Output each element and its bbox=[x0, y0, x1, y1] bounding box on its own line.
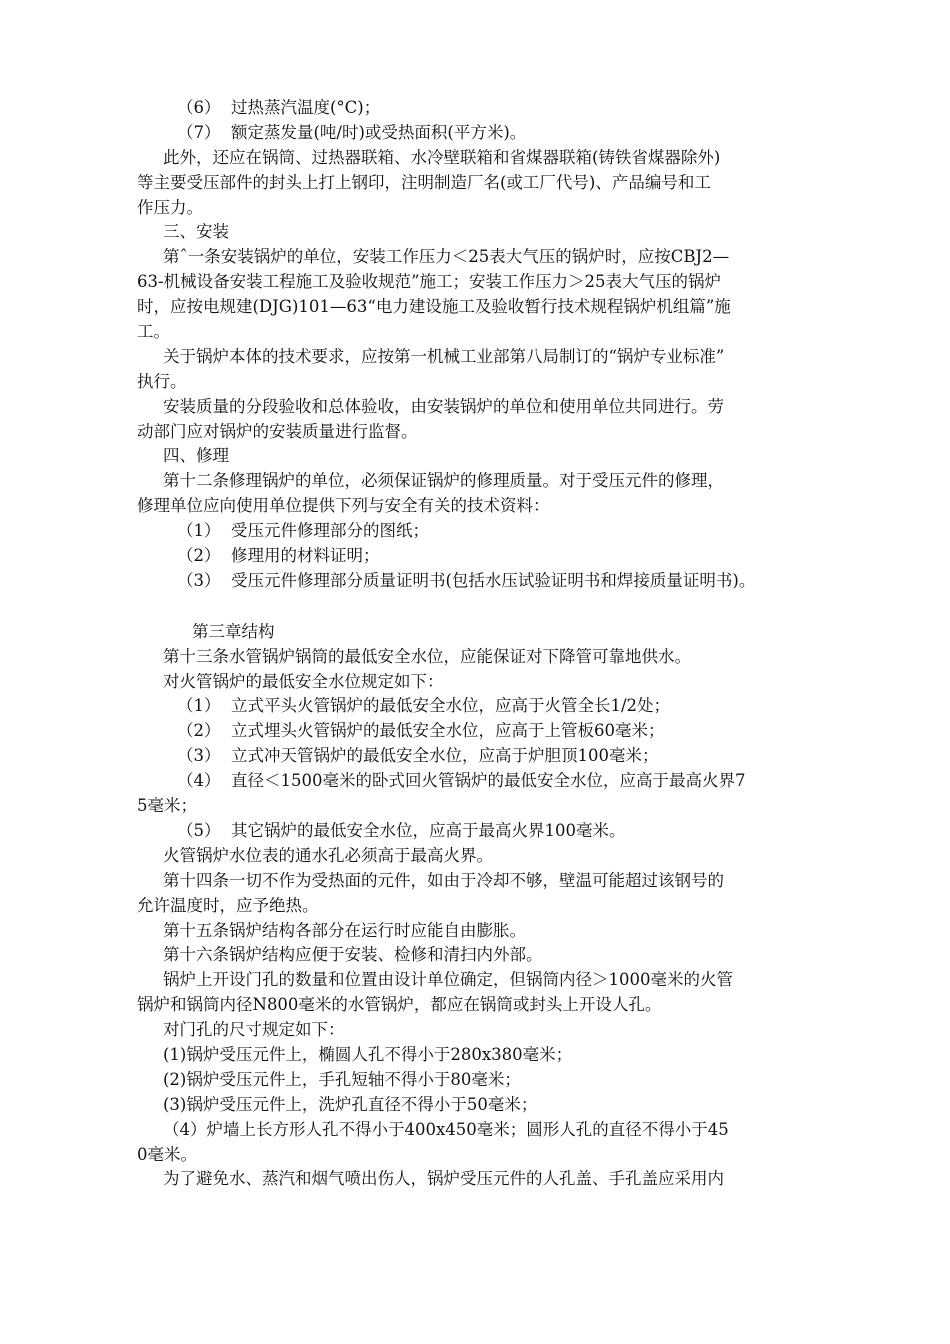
paragraph-line: 63-机械设备安装工程施工及验收规范”施工；安装工作压力＞25表大气压的锅炉 bbox=[137, 272, 722, 292]
paragraph-line: 工。 bbox=[137, 322, 170, 342]
paragraph-line: 安装质量的分段验收和总体验收，由安装锅炉的单位和使用单位共同进行。劳 bbox=[163, 396, 724, 416]
paragraph-line: 锅炉和锅筒内径N800毫米的水管锅炉，都应在锅筒或封头上开设人孔。 bbox=[137, 995, 662, 1015]
paragraph-line: 关于锅炉本体的技术要求，应按第一机械工业部第八局制订的“锅炉专业标准” bbox=[163, 346, 725, 366]
paragraph-line: 第十二条修理锅炉的单位，必须保证锅炉的修理质量。对于受压元件的修理， bbox=[163, 471, 724, 491]
paragraph-line: 动部门应对锅炉的安装质量进行监督。 bbox=[137, 421, 418, 441]
paragraph-line: 允许温度时，应予绝热。 bbox=[137, 895, 319, 915]
paragraph-line: 执行。 bbox=[137, 371, 187, 391]
document-body bbox=[137, 96, 827, 1192]
list-item: (1)锅炉受压元件上，椭圆人孔不得小于280x380毫米； bbox=[163, 1044, 573, 1064]
paragraph-line: 第十五条锅炉结构各部分在运行时应能自由膨胀。 bbox=[163, 920, 526, 940]
paragraph-line: 第ˆ一条安装锅炉的单位，安装工作压力＜25表大气压的锅炉时，应按CBJ2— bbox=[163, 247, 730, 267]
list-item: (3)锅炉受压元件上，洗炉孔直径不得小于50毫米； bbox=[163, 1094, 538, 1114]
paragraph-line: 等主要受压部件的封头上打上钢印，注明制造厂名(或工厂代号)、产品编号和工 bbox=[137, 172, 711, 192]
paragraph-line: 作压力。 bbox=[137, 197, 203, 217]
paragraph-line: 0毫米。 bbox=[137, 1144, 197, 1164]
paragraph-line: 对门孔的尺寸规定如下： bbox=[163, 1020, 345, 1040]
paragraph-line: 对火管锅炉的最低安全水位规定如下： bbox=[163, 671, 444, 691]
spacer bbox=[137, 594, 827, 620]
list-item: （3） 立式冲天管锅炉的最低安全水位，应高于炉胆顶100毫米； bbox=[177, 746, 659, 766]
paragraph-line: 修理单位应向使用单位提供下列与安全有关的技术资料： bbox=[137, 496, 550, 516]
chapter-heading: 第三章结构 bbox=[192, 621, 275, 641]
paragraph-line: 时，应按电规建(DJG)101—63“电力建设施工及验收暂行技术规程锅炉机组篇”施 bbox=[137, 297, 731, 317]
list-item: （1） 立式平头火管锅炉的最低安全水位，应高于火管全长1/2处； bbox=[177, 696, 671, 716]
list-item: （3） 受压元件修理部分质量证明书(包括水压试验证明书和焊接质量证明书)。 bbox=[177, 570, 756, 590]
list-item: （6） 过热蒸汽温度(°C)； bbox=[177, 98, 381, 117]
paragraph-line: 锅炉上开设门孔的数量和位置由设计单位确定，但锅筒内径＞1000毫米的火管 bbox=[163, 970, 733, 990]
paragraph-line: 此外，还应在锅筒、过热器联箱、水冷壁联箱和省煤器联箱(铸铁省煤器除外) bbox=[163, 147, 721, 167]
section-heading: 四、修理 bbox=[163, 446, 229, 466]
list-item: （4） 直径＜1500毫米的卧式回火管锅炉的最低安全水位，应高于最高火界7 bbox=[177, 771, 746, 791]
paragraph-line: 第十六条锅炉结构应便于安装、检修和清扫内外部。 bbox=[163, 945, 543, 965]
paragraph-line: 火管锅炉水位表的通水孔必须高于最高火界。 bbox=[163, 845, 493, 865]
list-item: （1） 受压元件修理部分的图纸； bbox=[177, 521, 429, 541]
list-item: （4）炉墙上长方形人孔不得小于400x450毫米；圆形人孔的直径不得小于45 bbox=[163, 1119, 729, 1139]
section-heading: 三、安装 bbox=[163, 222, 229, 242]
paragraph-line: 5毫米； bbox=[137, 796, 197, 816]
list-item: （7） 额定蒸发量(吨/时)或受热面积(平方米)。 bbox=[177, 122, 527, 142]
paragraph-line: 第十三条水管锅炉锅筒的最低安全水位，应能保证对下降管可靠地供水。 bbox=[163, 646, 691, 666]
list-item: （5） 其它锅炉的最低安全水位，应高于最高火界100毫米。 bbox=[177, 820, 626, 840]
paragraph-line: 第十四条一切不作为受热面的元件，如由于冷却不够，壁温可能超过该钢号的 bbox=[163, 870, 724, 890]
paragraph-line: 为了避免水、蒸汽和烟气喷出伤人，锅炉受压元件的人孔盖、手孔盖应采用内 bbox=[163, 1169, 724, 1189]
list-item: （2） 修理用的材料证明； bbox=[177, 546, 380, 566]
list-item: (2)锅炉受压元件上，手孔短轴不得小于80毫米； bbox=[163, 1069, 521, 1089]
list-item: （2） 立式埋头火管锅炉的最低安全水位，应高于上管板60毫米； bbox=[177, 721, 665, 741]
